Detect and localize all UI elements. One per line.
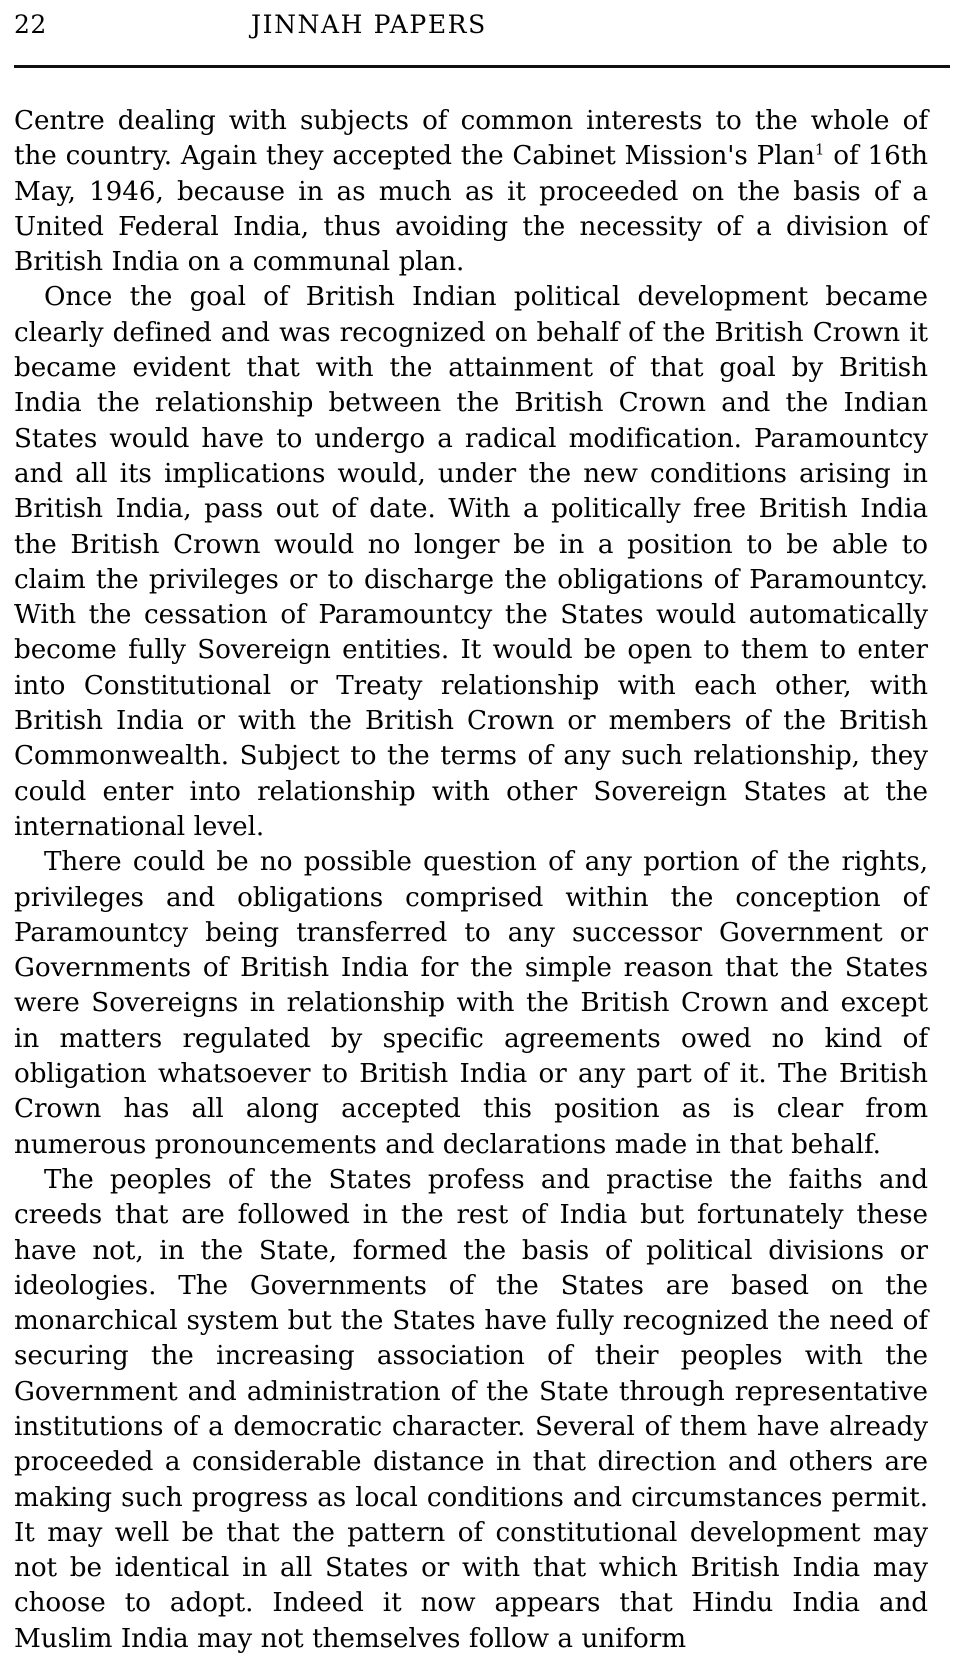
paragraph-1-text-after-footnote: of 16th May, 1946, because in as much as it proceeded on the basis of a United Federal India, thus avoiding the necessity of a division of British India on a communal plan. — [14, 141, 928, 278]
page-header — [14, 0, 926, 62]
footnote-reference[interactable]: 1 — [814, 140, 825, 159]
header-rule — [14, 65, 950, 68]
paragraph-3: There could be no possible question of any portion of the rights, privileges and obligations comprised within the conception of Paramountcy being transferred to any successor Government or Governments of British India for the simple reason that the States were Sovereigns in relationship with the British Crown and except in matters regulated by specific agreements owed no kind of obligation whatsoever to British India or any part of it. The British Crown has all along accepted this position as is clear from numerous pronouncements and declarations made in that behalf. — [14, 847, 928, 1160]
paragraph-1 — [14, 104, 928, 280]
page-number: 22 — [14, 10, 47, 39]
running-title: JINNAH PAPERS — [250, 10, 487, 39]
paragraph-2: Once the goal of British Indian political development became clearly defined and was recognized on behalf of the British Crown it became evident that with the attainment of that goal by British India the relationship between the British Crown and the Indian States would have to undergo a radical modification. Paramountcy and all its implications would, under the new conditions arising in British India, pass out of date. With a politically free British India the British Crown would no longer be in a position to be able to claim the privileges or to discharge the obligations of Paramountcy. With the cessation of Paramountcy the States would automatically become fully Sovereign entities. It would be open to them to enter into Constitutional or Treaty relationship with each other, with British India or with the British Crown or members of the British Commonwealth. Subject to the terms of any such relationship, they could enter into relationship with other Sovereign States at the international level. — [14, 282, 928, 842]
paragraph-4: The peoples of the States profess and practise the faiths and creeds that are followed in the rest of India but fortunately these have not, in the State, formed the basis of political divisions or ideologies. The Governments of the States are based on the monarchical system but the States have fully recognized the need of securing the increasing association of their peoples with the Government and administration of the State through representative institutions of a democratic character. Several of them have already proceeded a considerable distance in that direction and others are making such progress as local conditions and circumstances permit. It may well be that the pattern of constitutional development may not be identical in all States or with that which British India may choose to adopt. Indeed it now appears that Hindu India and Muslim India may not themselves follow a uniform — [14, 1164, 928, 1654]
body-text-column — [14, 104, 928, 1657]
paragraph-1-text-before-footnote: Centre dealing with subjects of common interests to the whole of the country. Again they accepted the Cabinet Mission's Plan — [14, 106, 928, 172]
